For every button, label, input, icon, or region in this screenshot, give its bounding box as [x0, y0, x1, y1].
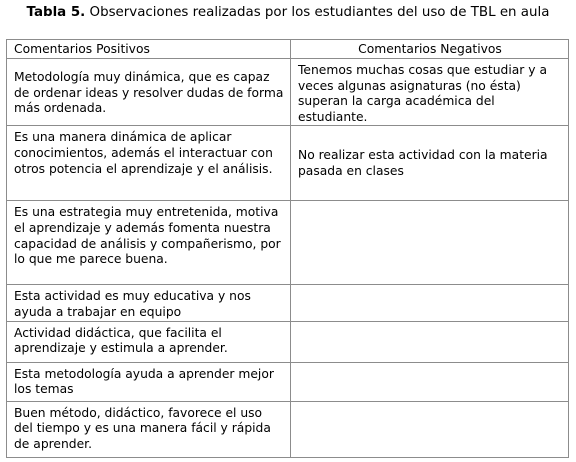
negative-comment-cell — [291, 285, 569, 321]
positive-comment-cell: Es una estrategia muy entretenida, motiva el aprendizaje y además fomenta nuestra capacidad de análisis y compañerismo, por lo que me parece buena. — [7, 201, 291, 285]
header-positive-comments: Comentarios Positivos — [7, 40, 291, 59]
table-row — [7, 59, 569, 126]
positive-comment-cell: Buen método, didáctico, favorece el uso del tiempo y es una manera fácil y rápida de aprender. — [7, 402, 291, 458]
observations-table — [6, 39, 569, 458]
table-row — [7, 402, 569, 458]
table-row — [7, 363, 569, 402]
table-row — [7, 285, 569, 321]
negative-comment-cell — [291, 402, 569, 458]
negative-comment-cell — [291, 363, 569, 402]
negative-comment-cell: Tenemos muchas cosas que estudiar y a veces algunas asignaturas (no ésta) superan la carga académica del estudiante. — [291, 59, 569, 126]
positive-comment-cell: Es una manera dinámica de aplicar conocimientos, además el interactuar con otros potencia el aprendizaje y el análisis. — [7, 126, 291, 201]
positive-comment-cell: Actividad didáctica, que facilita el aprendizaje y estimula a aprender. — [7, 322, 291, 363]
negative-comment-cell: No realizar esta actividad con la materia pasada en clases — [291, 126, 569, 201]
table-header-row — [7, 40, 569, 59]
negative-comment-cell — [291, 322, 569, 363]
table-caption — [0, 0, 576, 21]
table-row — [7, 322, 569, 363]
negative-comment-cell — [291, 201, 569, 285]
table-row — [7, 126, 569, 201]
positive-comment-cell: Esta actividad es muy educativa y nos ayuda a trabajar en equipo — [7, 285, 291, 321]
table-row — [7, 201, 569, 285]
header-negative-comments: Comentarios Negativos — [291, 40, 569, 59]
positive-comment-cell: Esta metodología ayuda a aprender mejor los temas — [7, 363, 291, 402]
positive-comment-cell: Metodología muy dinámica, que es capaz de ordenar ideas y resolver dudas de forma más ordenada. — [7, 59, 291, 126]
caption-label: Tabla 5. — [26, 5, 86, 20]
caption-text: Observaciones realizadas por los estudiantes del uso de TBL en aula — [85, 5, 550, 20]
